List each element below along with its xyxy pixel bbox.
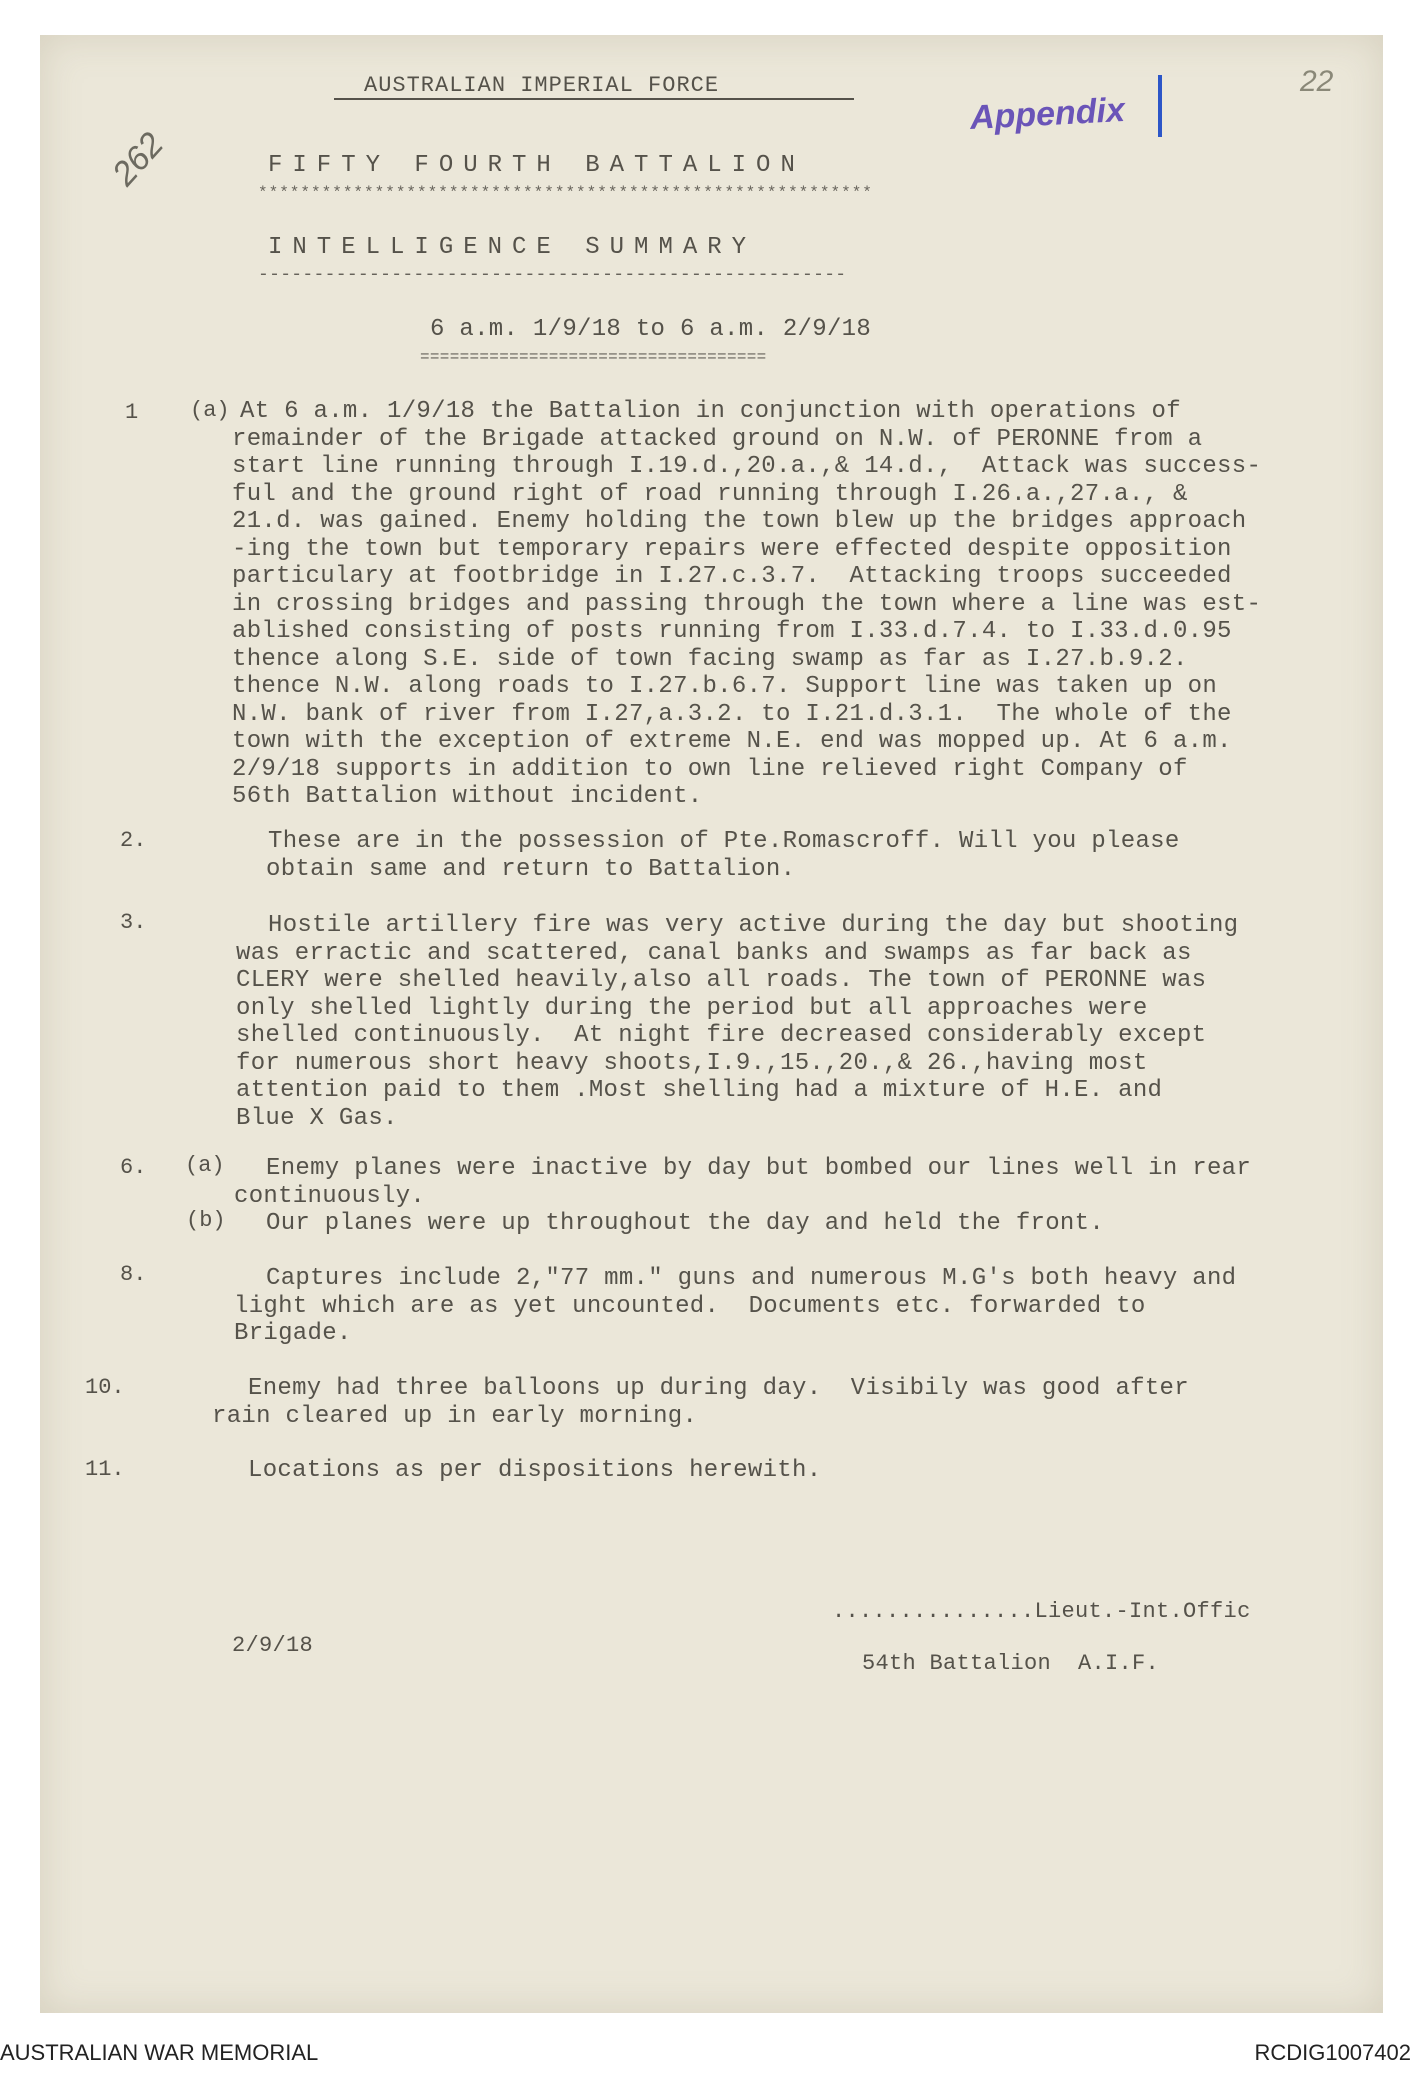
text-line: CLERY were shelled heavily,also all roads. The town of PERONNE was <box>236 967 1207 994</box>
handwritten-page-number: 262 <box>104 125 172 193</box>
text-line: start line running through I.19.d.,20.a.,& 14.d., Attack was success- <box>232 453 1262 480</box>
text-line: particulary at footbridge in I.27.c.3.7. Attacking troops succeeded <box>232 563 1232 590</box>
paragraph-2 <box>268 828 1180 883</box>
text-line: Our planes were up throughout the day and held the front. <box>266 1210 1105 1237</box>
sub-paragraph-label: (a) <box>185 1153 225 1178</box>
text-line: Enemy planes were inactive by day but bombed our lines well in rear <box>266 1155 1252 1182</box>
appendix-stamp: Appendix <box>969 90 1126 138</box>
text-line: These are in the possession of Pte.Romascroff. Will you please <box>268 828 1180 855</box>
paragraph-number: 1 <box>125 400 139 425</box>
text-line: continuously. <box>234 1182 426 1210</box>
stamp-mark <box>1158 75 1162 137</box>
text-line: thence N.W. along roads to I.27.b.6.7. Support line was taken up on <box>232 673 1218 700</box>
text-line: town with the exception of extreme N.E. end was mopped up. At 6 a.m. <box>232 728 1232 755</box>
text-line: thence along S.E. side of town facing swamp as far as I.27.b.9.2. <box>232 645 1188 673</box>
summary-heading: INTELLIGENCE SUMMARY <box>268 234 757 261</box>
text-line: Brigade. <box>234 1320 352 1347</box>
text-line: obtain same and return to Battalion. <box>266 855 796 883</box>
org-heading: AUSTRALIAN IMPERIAL FORCE <box>364 73 720 98</box>
document-date: 2/9/18 <box>232 1633 314 1658</box>
text-line: Hostile artillery fire was very active during the day but shooting <box>268 912 1239 939</box>
paragraph-11 <box>248 1457 821 1485</box>
battalion-heading: FIFTY FOURTH BATTALION <box>268 152 805 179</box>
text-line: N.W. bank of river from I.27,a.3.2. to I.21.d.3.1. The whole of the <box>232 700 1232 728</box>
org-heading-underline <box>334 98 854 100</box>
text-line: for numerous short heavy shoots,I.9.,15.,20.,& 26.,having most <box>236 1049 1148 1077</box>
text-line: was erractic and scattered, canal banks and swamps as far back as <box>236 939 1192 967</box>
text-line: in crossing bridges and passing through the town where a line was est- <box>232 590 1262 618</box>
paragraph-8 <box>234 1265 1237 1348</box>
folio-number: 22 <box>1300 65 1334 98</box>
paragraph-3 <box>236 912 1239 1132</box>
text-line: ablished consisting of posts running from I.33.d.7.4. to I.33.d.0.95 <box>232 618 1232 645</box>
paragraph-6a <box>234 1155 1252 1210</box>
period-rule: =================================== <box>420 348 767 366</box>
text-line: shelled continuously. At night fire decreased considerably except <box>236 1022 1207 1049</box>
paragraph-10 <box>212 1375 1189 1430</box>
text-line: -ing the town but temporary repairs were effected despite opposition <box>232 535 1232 563</box>
text-line: 56th Battalion without incident. <box>232 783 703 810</box>
signature-unit: 54th Battalion A.I.F. <box>862 1651 1160 1676</box>
text-line: 21.d. was gained. Enemy holding the town blew up the bridges approach <box>232 508 1247 535</box>
period-heading: 6 a.m. 1/9/18 to 6 a.m. 2/9/18 <box>430 316 872 343</box>
footer-source: AUSTRALIAN WAR MEMORIAL <box>0 2040 319 2065</box>
text-line: At 6 a.m. 1/9/18 the Battalion in conjunction with operations of <box>240 398 1181 425</box>
footer-reference: RCDIG1007402 <box>1254 2040 1411 2065</box>
text-line: attention paid to them .Most shelling had a mixture of H.E. and <box>236 1077 1163 1104</box>
text-line: rain cleared up in early morning. <box>212 1402 698 1430</box>
text-line: Captures include 2,"77 mm." guns and numerous M.G's both heavy and <box>266 1265 1237 1292</box>
paragraph-number: 10. <box>85 1375 125 1400</box>
text-line: ful and the ground right of road running through I.26.a.,27.a., & <box>232 480 1188 508</box>
paragraph-1 <box>232 398 1262 811</box>
text-line: Locations as per dispositions herewith. <box>248 1457 822 1484</box>
sub-paragraph-label: (b) <box>186 1208 226 1233</box>
paragraph-number: 11. <box>85 1457 125 1482</box>
text-line: Enemy had three balloons up during day. Visibily was good after <box>248 1375 1189 1402</box>
paragraph-number: 8. <box>120 1262 147 1287</box>
text-line: Blue X Gas. <box>236 1104 398 1132</box>
signature-title: ...............Lieut.-Int.Offic <box>832 1599 1251 1624</box>
text-line: remainder of the Brigade attacked ground on N.W. of PERONNE from a <box>232 425 1203 453</box>
paragraph-number: 6. <box>120 1155 147 1180</box>
paragraph-6b <box>266 1210 1104 1238</box>
sub-paragraph-label: (a) <box>190 398 230 423</box>
paragraph-number: 2. <box>120 828 147 853</box>
text-line: light which are as yet uncounted. Documents etc. forwarded to <box>234 1292 1146 1320</box>
paragraph-number: 3. <box>120 910 147 935</box>
star-rule: ********************************************************** <box>258 184 873 202</box>
dash-rule: ----------------------------------------------------- <box>258 265 847 285</box>
text-line: 2/9/18 supports in addition to own line relieved right Company of <box>232 755 1188 783</box>
text-line: only shelled lightly during the period but all approaches were <box>236 994 1148 1022</box>
